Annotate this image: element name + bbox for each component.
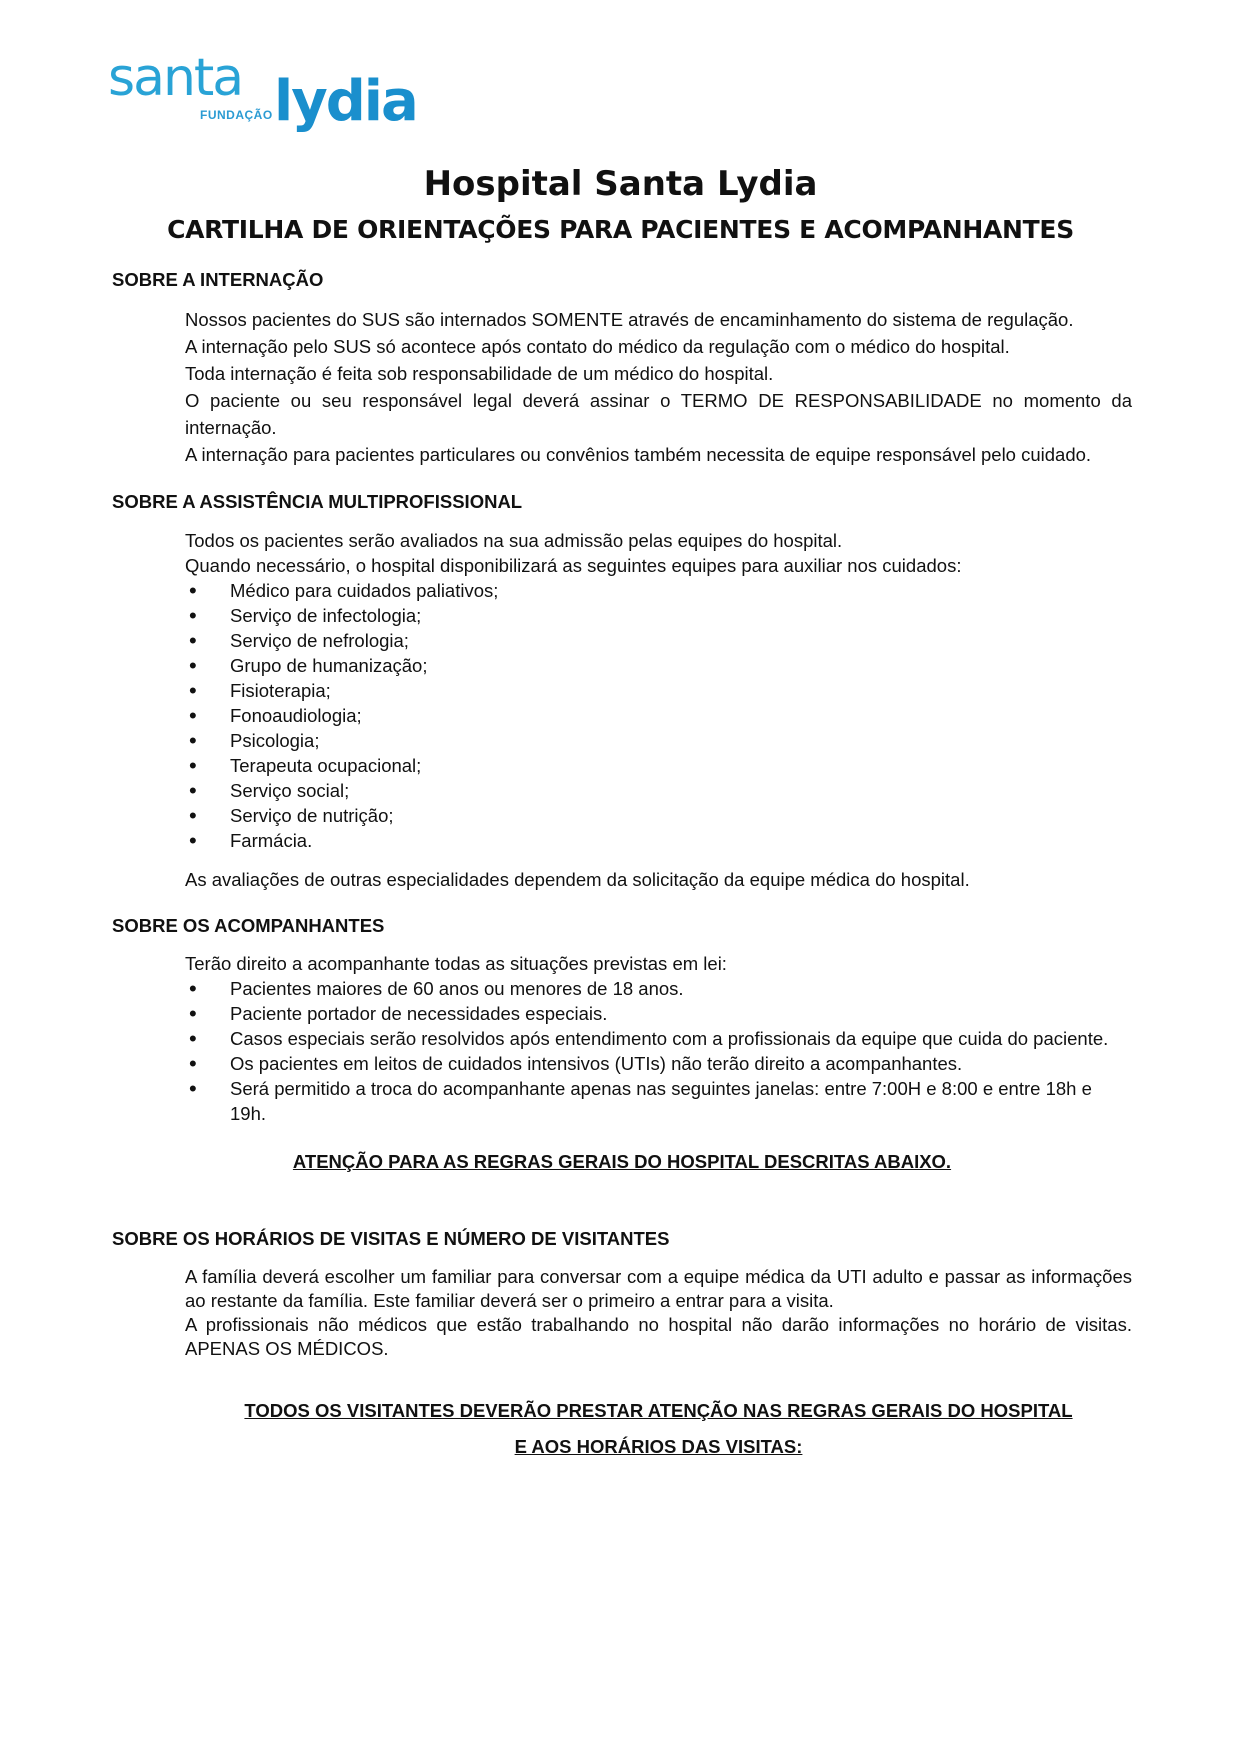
document-title: Hospital Santa Lydia: [423, 164, 818, 204]
list-item: • Fonoaudiologia;: [185, 703, 1132, 728]
section-body: [185, 528, 1132, 892]
logo-word-fundacao: FUNDAÇÃO: [200, 108, 273, 122]
section-heading: SOBRE A INTERNAÇÃO: [112, 269, 324, 290]
document-subtitle: CARTILHA DE ORIENTAÇÕES PARA PACIENTES E ACOMPANHANTES: [167, 215, 1074, 244]
section-heading: SOBRE A ASSISTÊNCIA MULTIPROFISSIONAL: [112, 491, 523, 512]
section-heading: SOBRE OS ACOMPANHANTES: [112, 915, 385, 936]
paragraph: A família deverá escolher um familiar para conversar com a equipe médica da UTI adulto e passar as informações ao restante da família. Este familiar deverá ser o primeiro a entrar para a visita.: [185, 1266, 1132, 1311]
paragraph: Nossos pacientes do SUS são internados SOMENTE através de encaminhamento do sistema de regulação.: [185, 309, 1074, 330]
list-item: • Será permitido a troca do acompanhante apenas nas seguintes janelas: entre 7:00H e 8:00 e entre 18h e 19h.: [185, 1076, 1132, 1126]
paragraph: Toda internação é feita sob responsabilidade de um médico do hospital.: [185, 363, 774, 384]
list-item: • Terapeuta ocupacional;: [185, 753, 1132, 778]
list-item: • Os pacientes em leitos de cuidados intensivos (UTIs) não terão direito a acompanhantes.: [185, 1051, 1132, 1076]
paragraph: A internação pelo SUS só acontece após contato do médico da regulação com o médico do hospital.: [185, 336, 1010, 357]
teams-list: [185, 578, 1132, 853]
logo-word-santa: santa: [108, 48, 243, 108]
fundacao-santa-lydia-logo: [108, 48, 428, 142]
visitors-notice-line: TODOS OS VISITANTES DEVERÃO PRESTAR ATENÇÃO NAS REGRAS GERAIS DO HOSPITAL: [244, 1400, 1073, 1421]
paragraph: Todos os pacientes serão avaliados na sua admissão pelas equipes do hospital.: [185, 530, 843, 551]
section-visitas: [112, 1225, 1132, 1465]
list-item: • Fisioterapia;: [185, 678, 1132, 703]
paragraph: O paciente ou seu responsável legal deverá assinar o TERMO DE RESPONSABILIDADE no momento da internação.: [185, 390, 1132, 438]
rules-notice: ATENÇÃO PARA AS REGRAS GERAIS DO HOSPITAL DESCRITAS ABAIXO.: [292, 1151, 952, 1172]
visitors-notice: [185, 1393, 1132, 1465]
list-item: • Serviço de nutrição;: [185, 803, 1132, 828]
list-item: • Paciente portador de necessidades especiais.: [185, 1001, 1132, 1026]
visitors-notice-line: E AOS HORÁRIOS DAS VISITAS:: [514, 1436, 803, 1457]
section-body: [185, 952, 1132, 1126]
section-heading: SOBRE OS HORÁRIOS DE VISITAS E NÚMERO DE VISITANTES: [112, 1228, 670, 1249]
list-item: • Médico para cuidados paliativos;: [185, 578, 1132, 603]
section-acompanhantes: [112, 912, 1132, 1175]
paragraph: A profissionais não médicos que estão trabalhando no hospital não darão informações no horário de visitas. APENAS OS MÉDICOS.: [185, 1314, 1132, 1359]
section-body: [185, 1265, 1132, 1361]
companion-rules-list: [185, 976, 1132, 1126]
section-multiprofissional: [112, 488, 1132, 892]
list-item: • Pacientes maiores de 60 anos ou menores de 18 anos.: [185, 976, 1132, 1001]
section-internacao: [112, 266, 1132, 468]
paragraph: Quando necessário, o hospital disponibilizará as seguintes equipes para auxiliar nos cuidados:: [185, 555, 962, 576]
list-item: • Farmácia.: [185, 828, 1132, 853]
list-item: • Grupo de humanização;: [185, 653, 1132, 678]
list-item: • Serviço de infectologia;: [185, 603, 1132, 628]
section-body: [185, 306, 1132, 468]
logo-word-lydia: lydia: [274, 69, 417, 134]
list-item: • Serviço de nefrologia;: [185, 628, 1132, 653]
list-item: • Casos especiais serão resolvidos após entendimento com a profissionais da equipe que cuida do paciente.: [185, 1026, 1132, 1051]
document-body: [112, 266, 1132, 1465]
paragraph: A internação para pacientes particulares ou convênios também necessita de equipe responsável pelo cuidado.: [185, 444, 1092, 465]
paragraph: Terão direito a acompanhante todas as situações previstas em lei:: [185, 953, 727, 974]
list-item: • Serviço social;: [185, 778, 1132, 803]
paragraph: As avaliações de outras especialidades dependem da solicitação da equipe médica do hospital.: [185, 869, 970, 890]
list-item: • Psicologia;: [185, 728, 1132, 753]
